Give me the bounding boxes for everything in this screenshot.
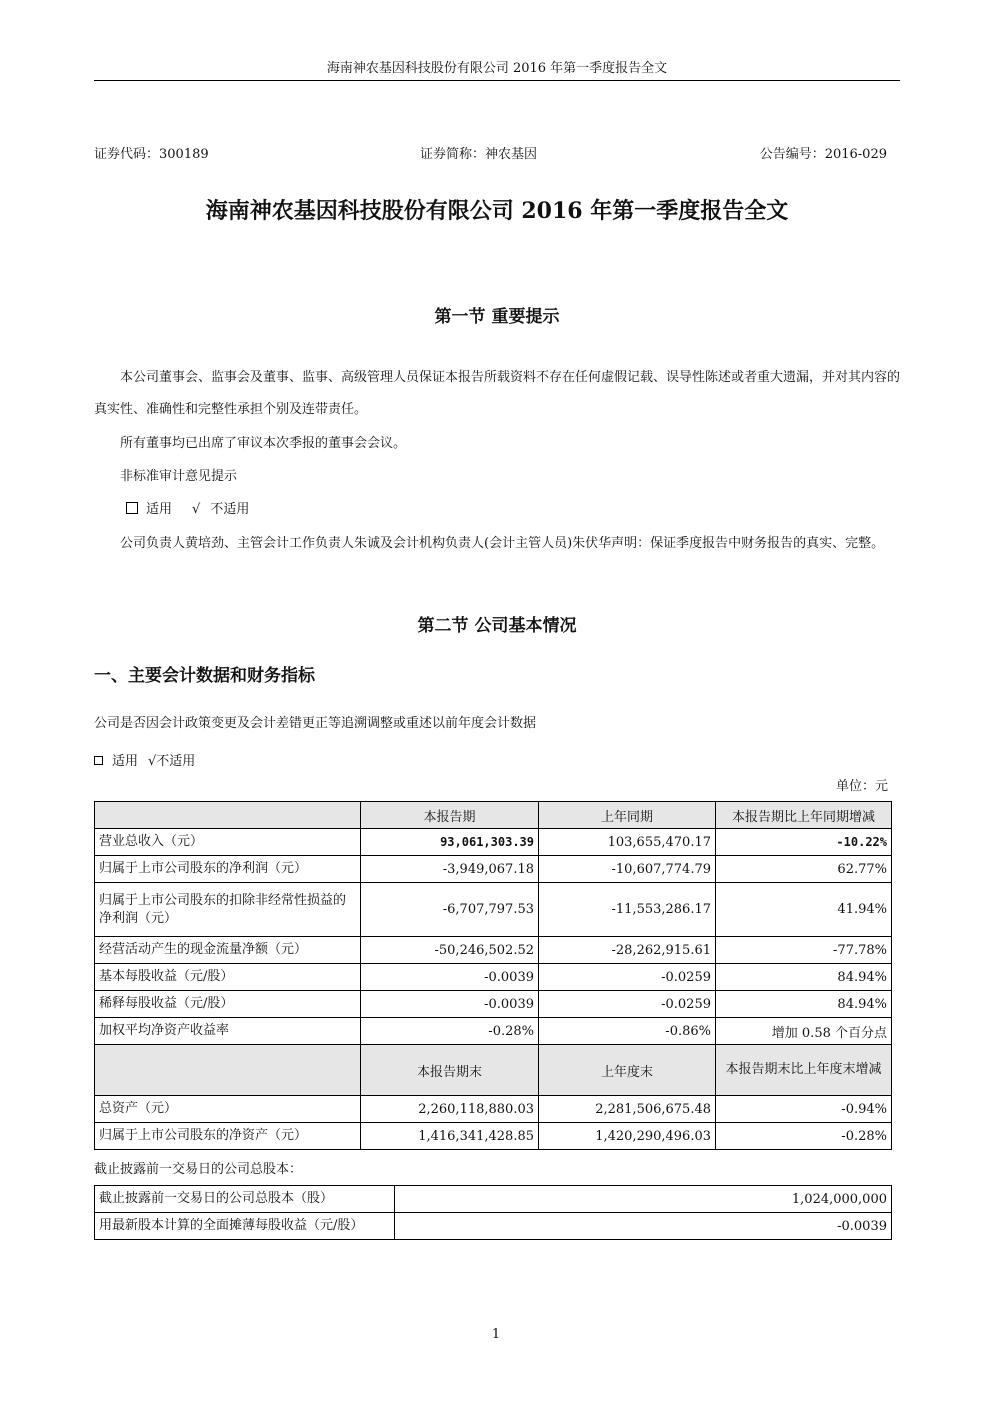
table-row	[95, 883, 892, 937]
prior-value: 2,281,506,675.48	[539, 1096, 716, 1123]
table-row	[95, 1096, 892, 1123]
notice-number: 公告编号：2016-029	[759, 147, 887, 162]
section-1-title: 第一节 重要提示	[434, 307, 560, 327]
table-row	[95, 829, 892, 856]
current-value: 1,416,341,428.85	[361, 1123, 539, 1150]
unchecked-box-icon	[94, 756, 103, 765]
current-value: -0.0039	[361, 964, 539, 991]
section-2-title: 第二节 公司基本情况	[417, 616, 577, 636]
current-value: -50,246,502.52	[361, 937, 539, 964]
table-header-row	[95, 802, 892, 829]
share-capital-table	[94, 1185, 892, 1240]
security-code: 证券代码：300189	[94, 147, 209, 162]
applicable-label: 适用	[146, 502, 173, 517]
change-value: -77.78%	[716, 937, 892, 964]
applicable-label: 适用	[112, 754, 139, 769]
column-header: 本报告期	[361, 802, 539, 829]
change-value: -0.28%	[716, 1123, 892, 1150]
change-value: 62.77%	[716, 856, 892, 883]
prior-value: -0.0259	[539, 991, 716, 1018]
prior-value: 103,655,470.17	[539, 829, 716, 856]
row-value: 1,024,000,000	[395, 1186, 892, 1213]
row-label: 归属于上市公司股东的净利润（元）	[95, 856, 361, 883]
unit-label: 单位：元	[835, 779, 888, 794]
table-row	[95, 991, 892, 1018]
change-value: 84.94%	[716, 991, 892, 1018]
column-header: 本报告期末	[361, 1045, 539, 1096]
header-blank-cell	[95, 1045, 361, 1096]
row-value: -0.0039	[395, 1213, 892, 1240]
table-row	[95, 1123, 892, 1150]
current-value: -0.0039	[361, 991, 539, 1018]
row-label: 用最新股本计算的全面摊薄每股收益（元/股）	[95, 1213, 395, 1240]
not-applicable-label: √不适用	[148, 754, 196, 769]
row-label: 归属于上市公司股东的净资产（元）	[95, 1123, 361, 1150]
financial-indicators-subtitle: 一、主要会计数据和财务指标	[94, 666, 315, 686]
prior-value: -10,607,774.79	[539, 856, 716, 883]
prior-value: -0.0259	[539, 964, 716, 991]
change-value: -10.22%	[716, 829, 892, 856]
restatement-question: 公司是否因会计政策变更及会计差错更正等追溯调整或重述以前年度会计数据	[94, 716, 537, 731]
table-row	[95, 1213, 892, 1240]
share-capital-caption: 截止披露前一交易日的公司总股本：	[94, 1162, 303, 1177]
column-header: 上年度末	[539, 1045, 716, 1096]
security-short-name: 证券简称：神农基因	[420, 147, 538, 162]
change-value: 增加 0.58 个百分点	[716, 1018, 892, 1045]
prior-value: 1,420,290,496.03	[539, 1123, 716, 1150]
prior-value: -11,553,286.17	[539, 883, 716, 937]
header-rule	[94, 80, 900, 81]
row-label: 营业总收入（元）	[95, 829, 361, 856]
row-label: 截止披露前一交易日的公司总股本（股）	[95, 1186, 395, 1213]
column-header: 上年同期	[539, 802, 716, 829]
row-label: 稀释每股收益（元/股）	[95, 991, 361, 1018]
section-1-paragraph-4: 公司负责人黄培劲、主管会计工作负责人朱诚及会计机构负责人(会计主管人员)朱伏华声明：保证季度报告中财务报告的真实、完整。	[120, 536, 885, 551]
current-value: 93,061,303.39	[361, 829, 539, 856]
column-header: 本报告期比上年同期增减	[716, 802, 892, 829]
row-label: 经营活动产生的现金流量净额（元）	[95, 937, 361, 964]
current-value: -3,949,067.18	[361, 856, 539, 883]
row-label: 加权平均净资产收益率	[95, 1018, 361, 1045]
restatement-options	[94, 752, 195, 772]
section-1-paragraph-1: 本公司董事会、监事会及董事、监事、高级管理人员保证本报告所载资料不存在任何虚假记载、误导性陈述或者重大遗漏，并对其内容的真实性、准确性和完整性承担个别及连带责任。	[94, 370, 901, 417]
running-header: 海南神农基因科技股份有限公司 2016 年第一季度报告全文	[326, 61, 668, 76]
section-1-paragraph-2: 所有董事均已出席了审议本次季报的董事会会议。	[120, 436, 407, 451]
row-label: 总资产（元）	[95, 1096, 361, 1123]
change-value: 84.94%	[716, 964, 892, 991]
change-value: -0.94%	[716, 1096, 892, 1123]
table-row	[95, 1186, 892, 1213]
row-label: 归属于上市公司股东的扣除非经常性损益的净利润（元）	[95, 883, 361, 937]
row-label: 基本每股收益（元/股）	[95, 964, 361, 991]
unchecked-box-icon	[126, 502, 138, 514]
current-value: -0.28%	[361, 1018, 539, 1045]
section-1-paragraph-3: 非标准审计意见提示	[120, 469, 238, 484]
financial-data-table	[94, 801, 892, 1150]
audit-opinion-options	[126, 500, 249, 520]
table-row	[95, 937, 892, 964]
current-value: -6,707,797.53	[361, 883, 539, 937]
document-title: 海南神农基因科技股份有限公司 2016 年第一季度报告全文	[205, 198, 789, 224]
table-row	[95, 856, 892, 883]
check-mark-icon: √	[192, 502, 201, 517]
table-row	[95, 1018, 892, 1045]
column-header: 本报告期末比上年度末增减	[716, 1045, 892, 1096]
table-row	[95, 964, 892, 991]
not-applicable-label: 不适用	[210, 502, 250, 517]
header-blank-cell	[95, 802, 361, 829]
prior-value: -28,262,915.61	[539, 937, 716, 964]
change-value: 41.94%	[716, 883, 892, 937]
current-value: 2,260,118,880.03	[361, 1096, 539, 1123]
page-number: 1	[491, 1327, 501, 1342]
table-header-row	[95, 1045, 892, 1096]
prior-value: -0.86%	[539, 1018, 716, 1045]
